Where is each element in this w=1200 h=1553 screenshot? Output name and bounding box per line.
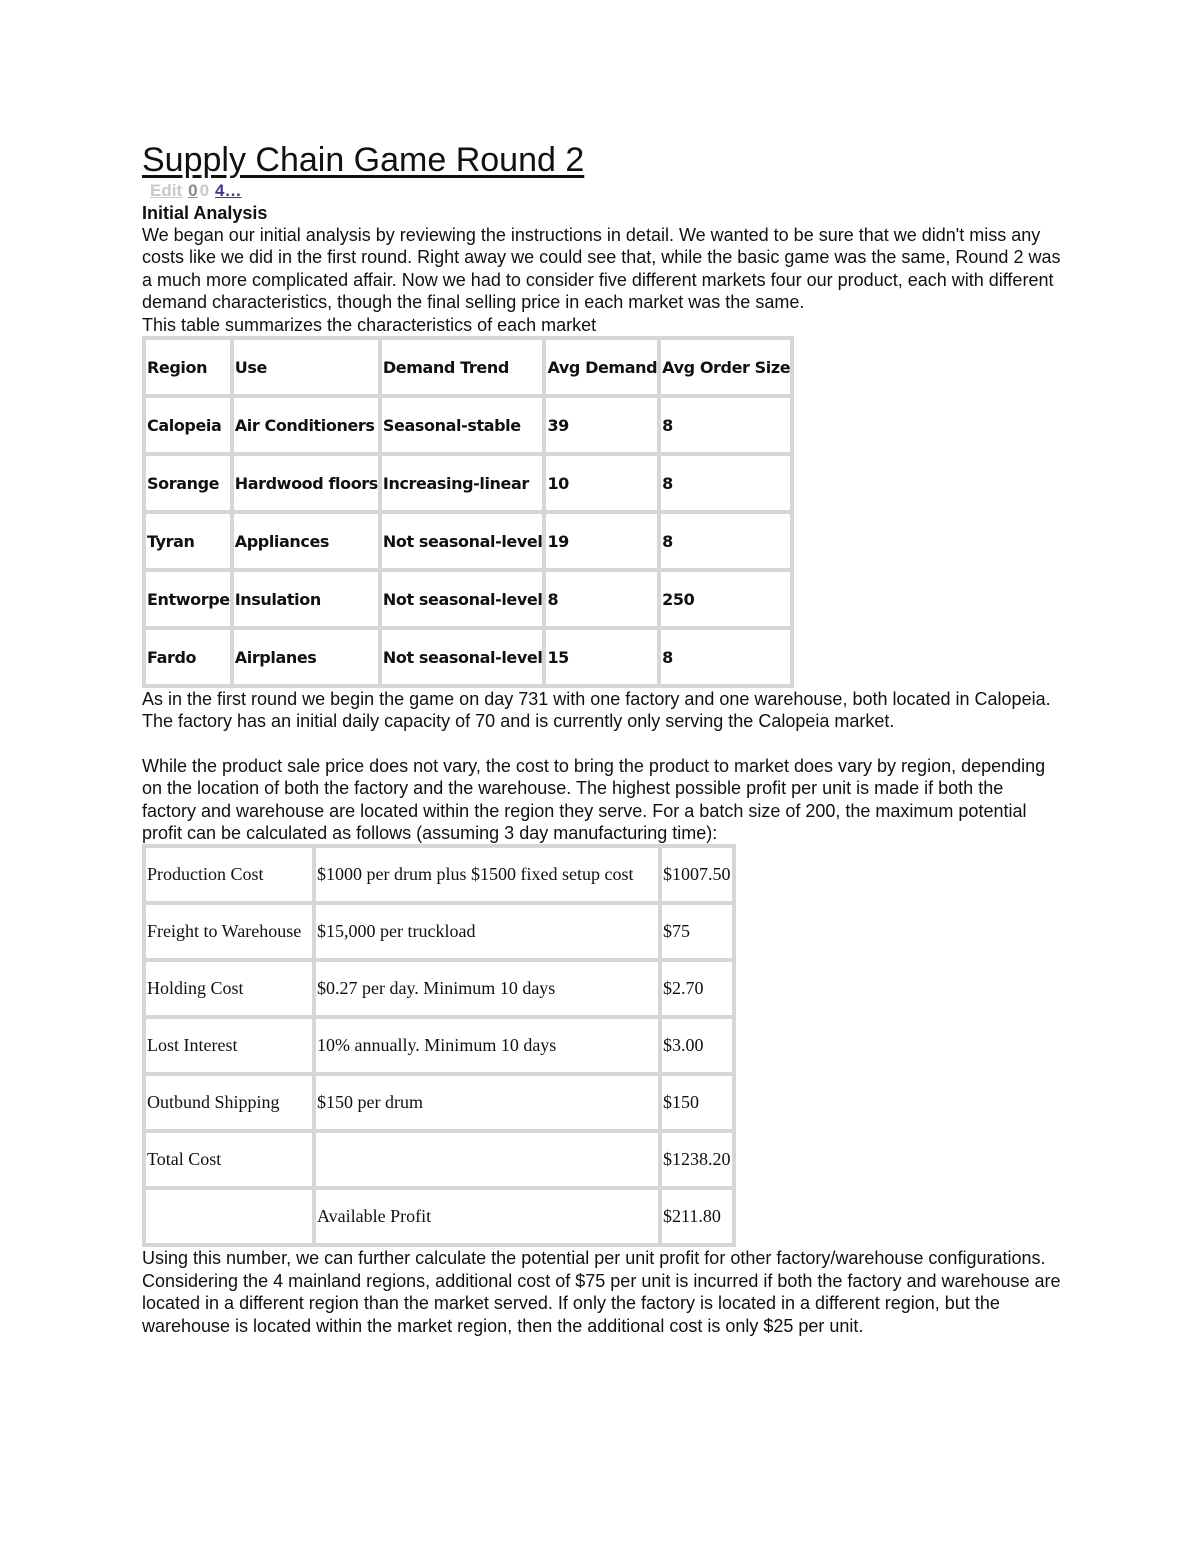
table-row <box>144 1074 734 1131</box>
table-row <box>144 960 734 1017</box>
table-row <box>144 846 734 903</box>
use-cell: Insulation <box>232 570 380 628</box>
comment-count-link[interactable]: 0 <box>188 181 198 200</box>
use-cell: Hardwood floors <box>232 454 380 512</box>
cost-amount-cell: $150 <box>660 1074 734 1131</box>
avg-order-size-cell: 250 <box>659 570 792 628</box>
table-row <box>144 628 792 686</box>
cost-basis-cell <box>314 1131 660 1188</box>
starting-state-paragraph: As in the first round we begin the game on day 731 with one factory and one warehouse, both located in Calopeia. The factory has an initial daily capacity of 70 and is currently only serving the Calopeia market. <box>142 689 1051 732</box>
cost-item-cell: Freight to Warehouse <box>144 903 314 960</box>
cost-item-cell: Outbund Shipping <box>144 1074 314 1131</box>
available-profit-row <box>144 1188 734 1245</box>
market-header-cell: Demand Trend <box>380 338 545 396</box>
demand-trend-cell: Not seasonal-level <box>380 570 545 628</box>
cost-basis-cell: $150 per drum <box>314 1074 660 1131</box>
demand-trend-cell: Not seasonal-level <box>380 628 545 686</box>
market-header-cell: Region <box>144 338 232 396</box>
comment-count-secondary: 0 <box>199 181 210 200</box>
cost-item-cell: Holding Cost <box>144 960 314 1017</box>
table-row <box>144 512 792 570</box>
page-title: Supply Chain Game Round 2 <box>142 141 585 179</box>
edit-link[interactable]: Edit <box>150 181 183 200</box>
avg-demand-cell: 19 <box>544 512 659 570</box>
table-row <box>144 454 792 512</box>
avg-order-size-cell: 8 <box>659 512 792 570</box>
document-page <box>142 140 1062 1337</box>
cost-amount-cell: $1238.20 <box>660 1131 734 1188</box>
avg-order-size-cell: 8 <box>659 454 792 512</box>
cost-basis-cell: $0.27 per day. Minimum 10 days <box>314 960 660 1017</box>
region-cell: Fardo <box>144 628 232 686</box>
revision-count: 4 <box>215 181 225 200</box>
table-row <box>144 903 734 960</box>
cost-amount-cell: $3.00 <box>660 1017 734 1074</box>
table-caption: This table summarizes the characteristics of each market <box>142 314 597 335</box>
region-cell: Tyran <box>144 512 232 570</box>
cost-item-cell: Total Cost <box>144 1131 314 1188</box>
cost-item-cell <box>144 1188 314 1245</box>
region-cell: Entworpe <box>144 570 232 628</box>
edit-bar <box>142 180 1062 202</box>
cost-item-cell: Lost Interest <box>144 1017 314 1074</box>
paragraph-spacer <box>142 733 1062 755</box>
demand-trend-cell: Seasonal-stable <box>380 396 545 454</box>
table-row <box>144 1017 734 1074</box>
avg-order-size-cell: 8 <box>659 628 792 686</box>
table-row <box>144 396 792 454</box>
total-cost-row <box>144 1131 734 1188</box>
table-row <box>144 570 792 628</box>
cost-basis-cell: $15,000 per truckload <box>314 903 660 960</box>
avg-order-size-cell: 8 <box>659 396 792 454</box>
market-table-header <box>144 338 792 396</box>
region-cell: Calopeia <box>144 396 232 454</box>
cost-item-cell: Production Cost <box>144 846 314 903</box>
market-table <box>142 336 794 688</box>
cost-basis-cell: 10% annually. Minimum 10 days <box>314 1017 660 1074</box>
cost-table <box>142 844 736 1247</box>
market-header-cell: Use <box>232 338 380 396</box>
intro-paragraph: We began our initial analysis by reviewing the instructions in detail. We wanted to be sure that we didn't miss any costs like we did in the first round. Right away we could see that, while the basic game was the same, Round 2 was a much more complicated affair. Now we had to consider five different markets four our product, each with different demand characteristics, though the final selling price in each market was the same. <box>142 225 1061 313</box>
use-cell: Airplanes <box>232 628 380 686</box>
use-cell: Appliances <box>232 512 380 570</box>
demand-trend-cell: Increasing-linear <box>380 454 545 512</box>
profit-explanation-paragraph: While the product sale price does not vary, the cost to bring the product to market does vary by region, depending on the location of both the factory and the warehouse. The highest possible profit per unit is made if both the factory and warehouse are located within the region they serve. For a batch size of 200, the maximum potential profit can be calculated as follows (assuming 3 day manufacturing time): <box>142 755 1046 844</box>
cost-basis-cell: $1000 per drum plus $1500 fixed setup cost <box>314 846 660 903</box>
section-heading: Initial Analysis <box>142 203 268 223</box>
region-cell: Sorange <box>144 454 232 512</box>
avg-demand-cell: 39 <box>544 396 659 454</box>
revision-ellipsis: … <box>224 181 242 200</box>
avg-demand-cell: 15 <box>544 628 659 686</box>
configuration-paragraph: Using this number, we can further calculate the potential per unit profit for other factory/warehouse configurations. Considering the 4 mainland regions, additional cost of $75 per unit is incurred if both the factory and warehouse are located in a different region than the market served. If only the factory is located in a different region, but the warehouse is located within the market region, then the additional cost is only $25 per unit. <box>142 1248 1061 1336</box>
cost-amount-cell: $211.80 <box>660 1188 734 1245</box>
cost-basis-cell: Available Profit <box>314 1188 660 1245</box>
demand-trend-cell: Not seasonal-level <box>380 512 545 570</box>
avg-demand-cell: 10 <box>544 454 659 512</box>
cost-amount-cell: $2.70 <box>660 960 734 1017</box>
use-cell: Air Conditioners <box>232 396 380 454</box>
avg-demand-cell: 8 <box>544 570 659 628</box>
revision-count-link[interactable] <box>215 181 241 200</box>
cost-amount-cell: $1007.50 <box>660 846 734 903</box>
cost-amount-cell: $75 <box>660 903 734 960</box>
market-header-cell: Avg Demand <box>544 338 659 396</box>
market-header-cell: Avg Order Size <box>659 338 792 396</box>
